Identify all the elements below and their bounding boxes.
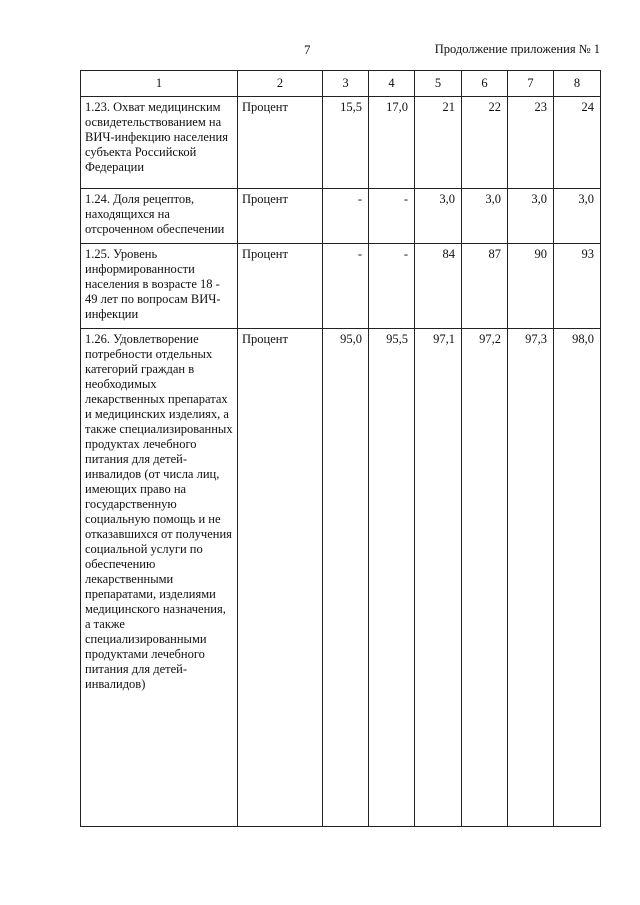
unit-cell: Процент — [238, 329, 323, 827]
value-cell: 24 — [554, 97, 601, 189]
value-cell: 93 — [554, 244, 601, 329]
column-header: 3 — [323, 71, 369, 97]
column-header: 7 — [508, 71, 554, 97]
table-row — [81, 244, 601, 329]
value-cell: 95,0 — [323, 329, 369, 827]
table-row — [81, 97, 601, 189]
column-number-row — [81, 71, 601, 97]
indicator-name: 1.23. Охват медицинским освидетельствованием на ВИЧ-инфекцию населения субъекта Российской Федерации — [81, 97, 238, 189]
indicator-name: 1.25. Уровень информированности населения в возрасте 18 - 49 лет по вопросам ВИЧ-инфекции — [81, 244, 238, 329]
value-cell: 3,0 — [508, 189, 554, 244]
value-cell: 3,0 — [462, 189, 508, 244]
indicators-table — [80, 70, 601, 827]
column-header: 4 — [369, 71, 415, 97]
value-cell: 98,0 — [554, 329, 601, 827]
table-row — [81, 189, 601, 244]
value-cell: 97,3 — [508, 329, 554, 827]
indicator-name: 1.26. Удовлетворение потребности отдельных категорий граждан в необходимых лекарственных препаратах и медицинских изделиях, а также специализированных продуктах лечебного питания для детей-инвалидов (от числа лиц, имеющих право на государственную социальную помощь и не отказавшихся от получения социальной услуги по обеспечению лекарственными препаратами, изделиями медицинского назначения, а также специализированными продуктами лечебного питания для детей-инвалидов) — [81, 329, 238, 827]
value-cell: 21 — [415, 97, 462, 189]
value-cell: 95,5 — [369, 329, 415, 827]
column-header: 2 — [238, 71, 323, 97]
appendix-continuation-note: Продолжение приложения № 1 — [434, 42, 600, 56]
value-cell: 87 — [462, 244, 508, 329]
unit-cell: Процент — [238, 244, 323, 329]
value-cell: 17,0 — [369, 97, 415, 189]
value-cell: 97,2 — [462, 329, 508, 827]
value-cell: 22 — [462, 97, 508, 189]
table-row — [81, 329, 601, 827]
indicator-name: 1.24. Доля рецептов, находящихся на отсроченном обеспечении — [81, 189, 238, 244]
value-cell: 84 — [415, 244, 462, 329]
column-header: 8 — [554, 71, 601, 97]
value-cell: 90 — [508, 244, 554, 329]
value-cell: 3,0 — [554, 189, 601, 244]
value-cell: 97,1 — [415, 329, 462, 827]
unit-cell: Процент — [238, 189, 323, 244]
column-header: 1 — [81, 71, 238, 97]
unit-cell: Процент — [238, 97, 323, 189]
value-cell: - — [369, 244, 415, 329]
value-cell: 23 — [508, 97, 554, 189]
value-cell: 3,0 — [415, 189, 462, 244]
column-header: 5 — [415, 71, 462, 97]
value-cell: - — [323, 189, 369, 244]
value-cell: - — [323, 244, 369, 329]
value-cell: 15,5 — [323, 97, 369, 189]
column-header: 6 — [462, 71, 508, 97]
value-cell: - — [369, 189, 415, 244]
page-number: 7 — [304, 42, 311, 57]
